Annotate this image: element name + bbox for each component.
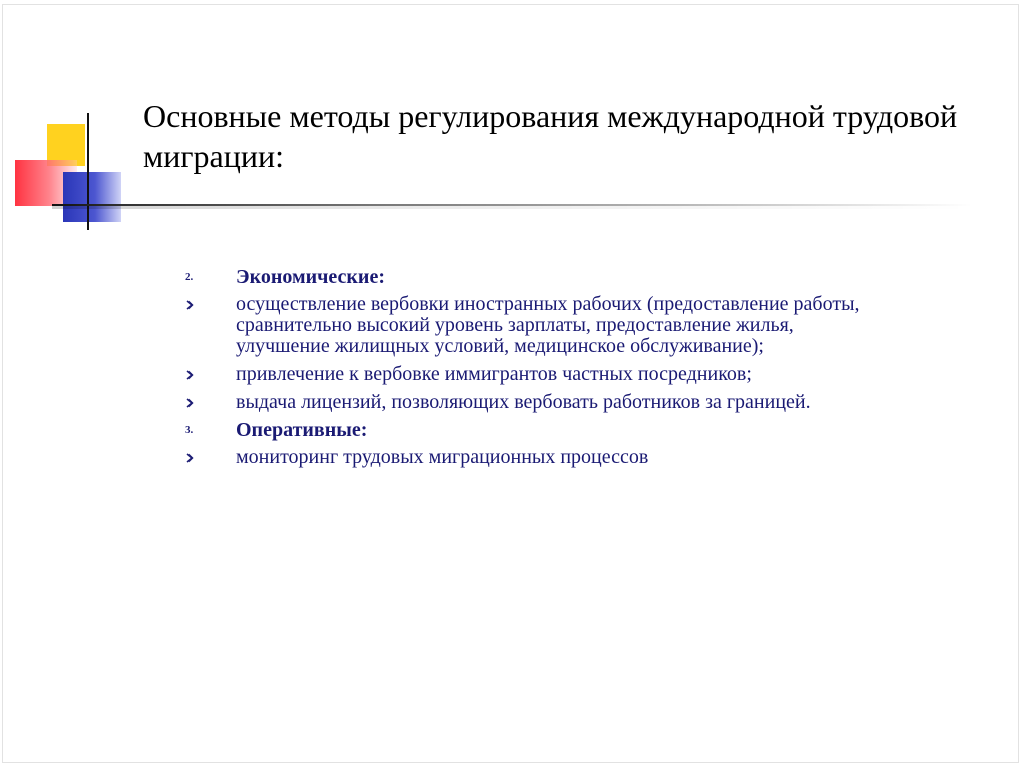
chevron-right-icon — [185, 300, 195, 310]
list-heading-text: Экономические: — [236, 266, 385, 288]
list-item-text: мониторинг трудовых миграционных процессов — [236, 446, 649, 468]
list-item — [185, 392, 885, 413]
list-number: 2. — [185, 271, 194, 283]
decor-blue-square — [63, 172, 121, 222]
list-heading-economic — [185, 267, 885, 288]
list-number: 3. — [185, 424, 194, 436]
list-heading-operational — [185, 420, 885, 441]
list-item — [185, 447, 885, 468]
list-item — [185, 364, 885, 385]
list-heading-text: Оперативные: — [236, 419, 368, 441]
chevron-right-icon — [185, 370, 195, 380]
chevron-right-icon — [185, 398, 195, 408]
list-item-text: осуществление вербовки иностранных рабочих (предоставление работы, сравнительно высокий уровень зарплаты, предоставление жилья, улучшение жилищных условий, медицинское обслуживание); — [236, 293, 860, 357]
list-item-text: привлечение к вербовке иммигрантов частных посредников; — [236, 363, 752, 385]
slide — [2, 4, 1019, 763]
chevron-right-icon — [185, 453, 195, 463]
slide-title: Основные методы регулирования международной трудовой миграции: — [143, 98, 958, 174]
decor-vertical-line — [87, 113, 89, 230]
title-underline-shadow — [52, 206, 972, 209]
list-item-text: выдача лицензий, позволяющих вербовать работников за границей. — [236, 391, 811, 413]
list-item — [185, 294, 885, 357]
content-list — [185, 267, 885, 475]
